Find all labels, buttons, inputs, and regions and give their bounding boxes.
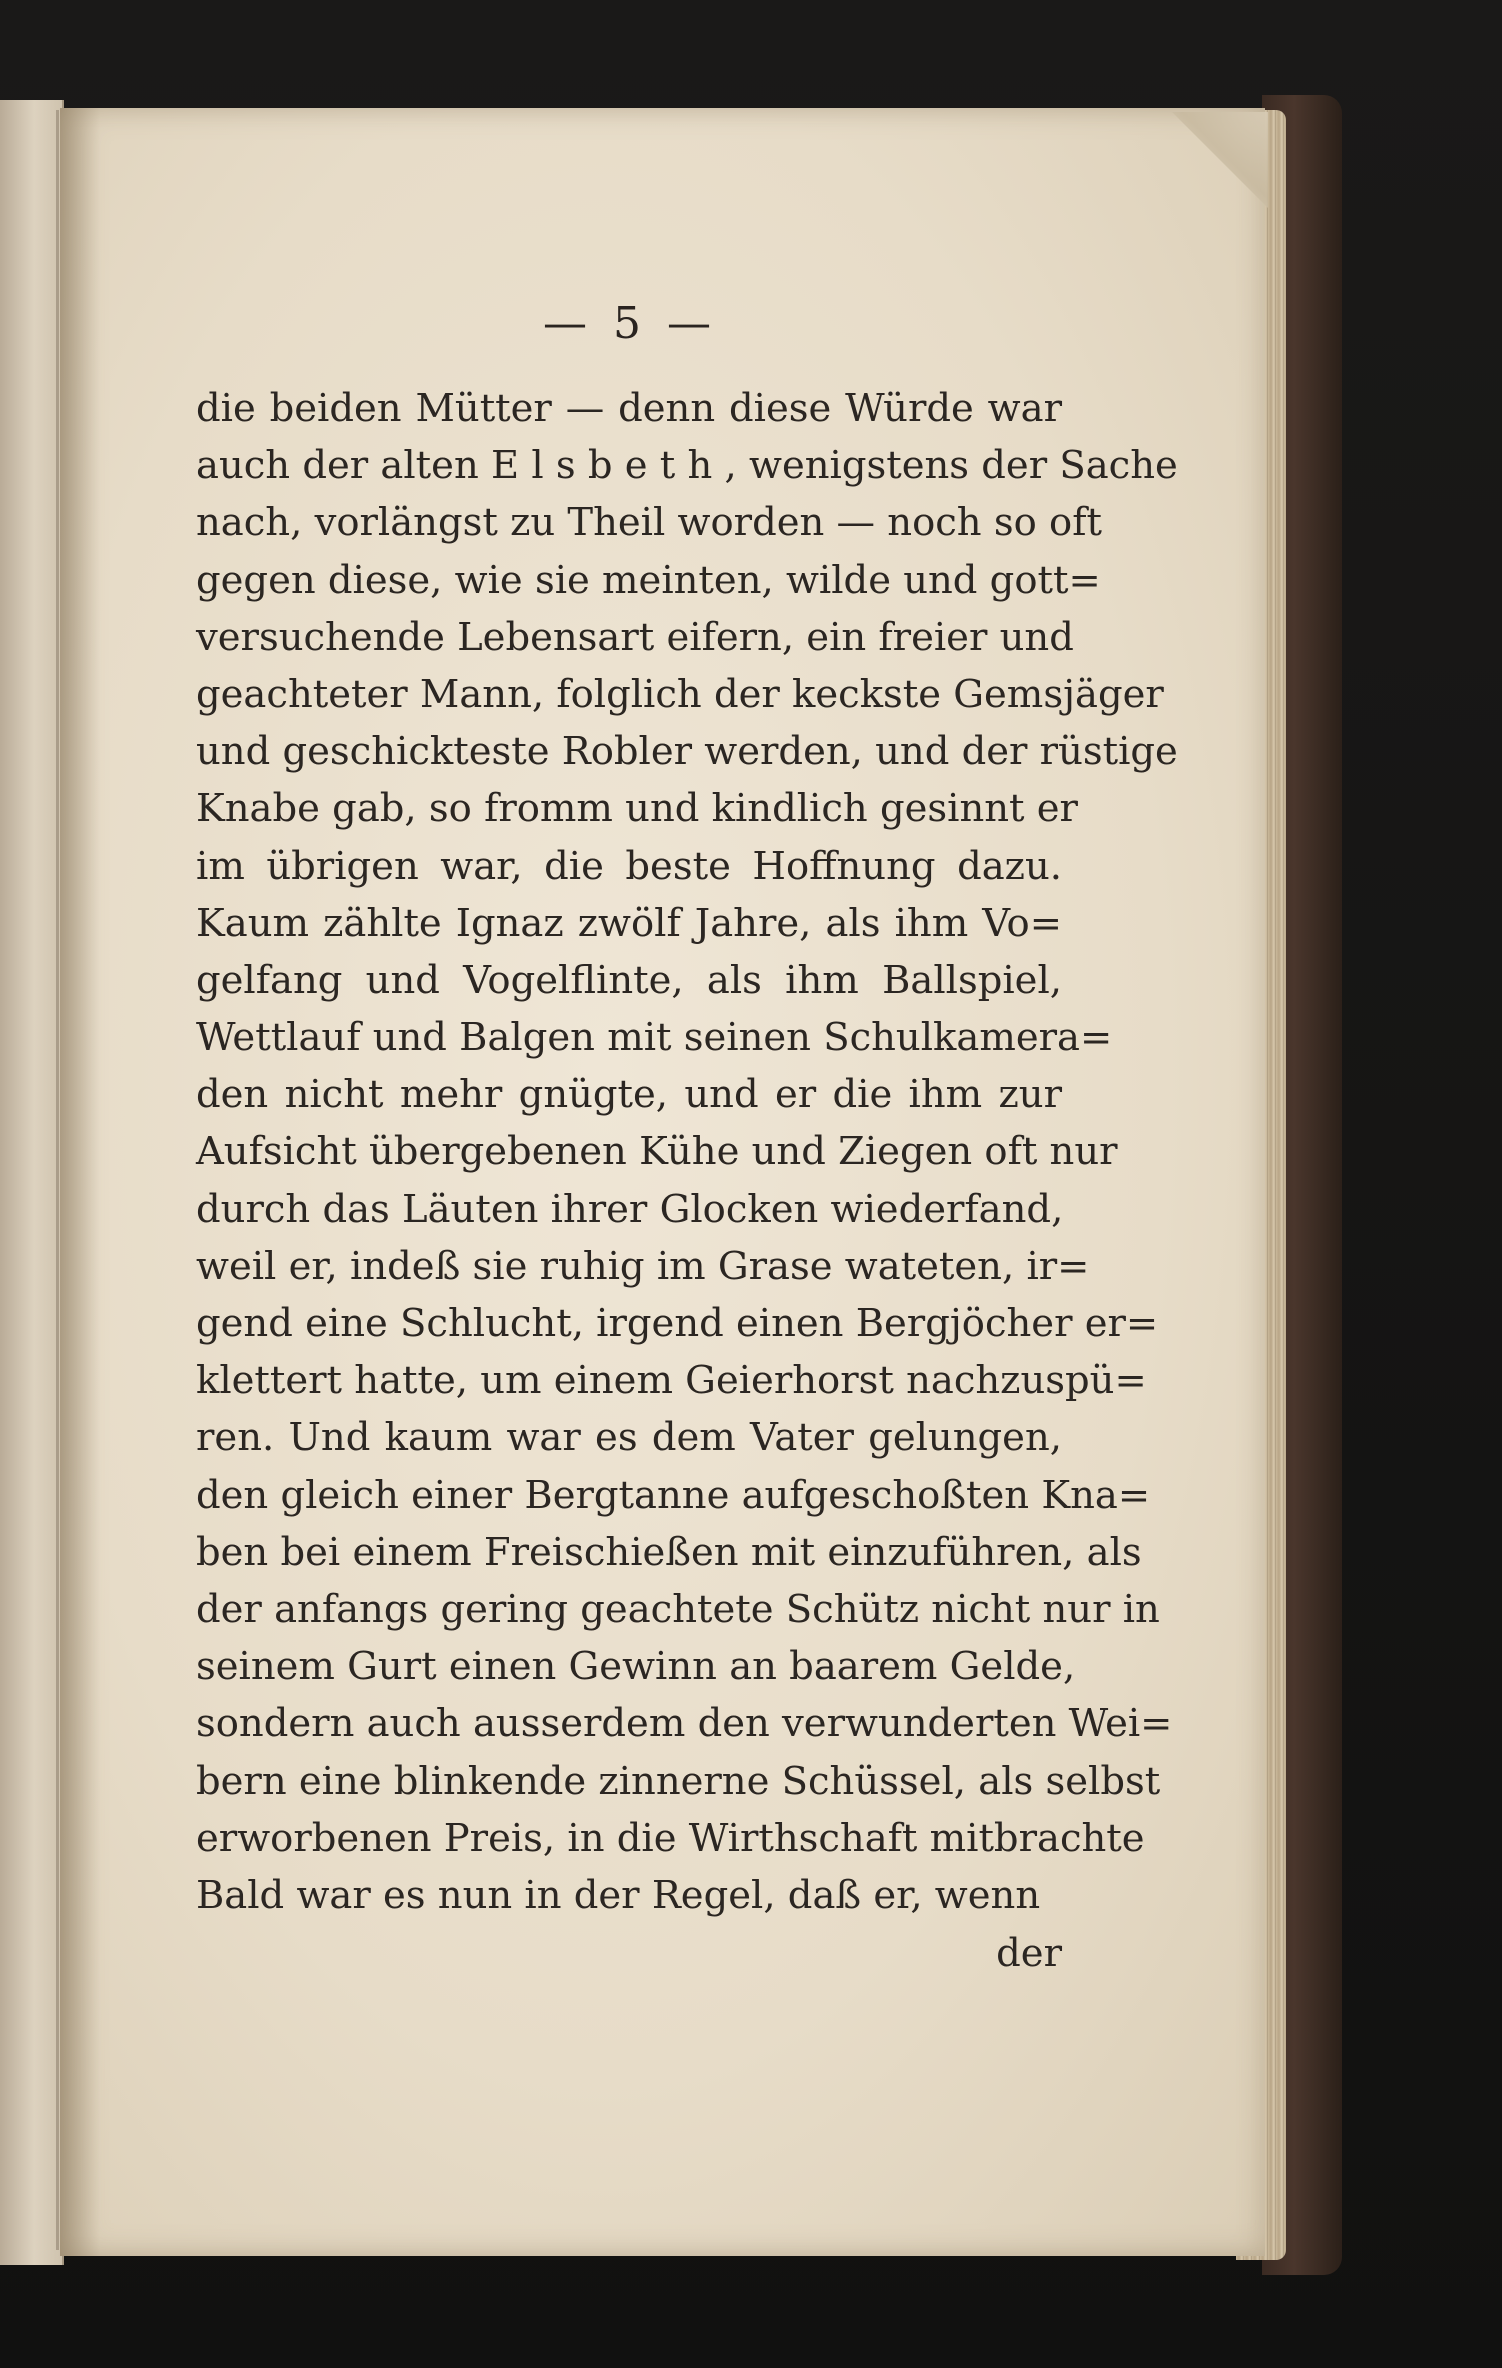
- text-line: ben bei einem Freischießen mit einzuführen, als: [196, 1529, 1142, 1575]
- text-line: erworbenen Preis, in die Wirthschaft mitbrachte: [196, 1815, 1145, 1861]
- gutter-shadow: [60, 108, 100, 2256]
- text-line: gegen diese, wie sie meinten, wilde und gott=: [196, 557, 1101, 603]
- text-line: der anfangs gering geachtete Schütz nicht nur in: [196, 1586, 1160, 1632]
- text-line: Knabe gab, so fromm und kindlich gesinnt er: [196, 786, 1078, 832]
- text-line: versuchende Lebensart eifern, ein freier und: [196, 614, 1074, 660]
- body-text: [196, 380, 1178, 1924]
- text-line: den nicht mehr gnügte, und er die ihm zur: [196, 1072, 1062, 1118]
- text-line: ren. Und kaum war es dem Vater gelungen,: [196, 1415, 1062, 1461]
- text-line: sondern auch ausserdem den verwunderten Wei=: [196, 1701, 1173, 1747]
- facing-page-edge-line: [56, 110, 59, 2250]
- text-line: nach, vorlängst zu Theil worden — noch so oft: [196, 500, 1102, 546]
- text-line: die beiden Mütter — denn diese Würde war: [196, 386, 1062, 431]
- text-line: geachteter Mann, folglich der keckste Gemsjäger: [196, 671, 1164, 717]
- text-line: seinem Gurt einen Gewinn an baarem Gelde,: [196, 1644, 1076, 1690]
- text-line: gelfang und Vogelflinte, als ihm Ballspiel,: [196, 957, 1062, 1003]
- text-line: weil er, indeß sie ruhig im Grase wateten, ir=: [196, 1243, 1090, 1289]
- text-line: bern eine blinkende zinnerne Schüssel, als selbst: [196, 1758, 1161, 1804]
- text-line: Bald war es nun in der Regel, daß er, wenn: [196, 1872, 1041, 1918]
- text-line: durch das Läuten ihrer Glocken wiederfand,: [196, 1186, 1064, 1232]
- text-line: klettert hatte, um einem Geierhorst nachzuspü=: [196, 1358, 1147, 1404]
- facing-page-sliver: [0, 100, 64, 2265]
- text-line: Wettlauf und Balgen mit seinen Schulkamera=: [196, 1015, 1113, 1061]
- catchword: der: [996, 1931, 1062, 1976]
- text-line: Aufsicht übergebenen Kühe und Ziegen oft nur: [196, 1129, 1118, 1175]
- page-number: — 5 —: [543, 298, 717, 349]
- text-line: im übrigen war, die beste Hoffnung dazu.: [196, 843, 1062, 889]
- text-line: auch der alten E l s b e t h , wenigstens der Sache: [196, 443, 1178, 489]
- text-line: Kaum zählte Ignaz zwölf Jahre, als ihm Vo=: [196, 900, 1062, 946]
- text-line: gend eine Schlucht, irgend einen Bergjöcher er=: [196, 1301, 1159, 1346]
- text-line: den gleich einer Bergtanne aufgeschoßten Kna=: [196, 1472, 1151, 1518]
- text-line: und geschickteste Robler werden, und der rüstige: [196, 729, 1178, 775]
